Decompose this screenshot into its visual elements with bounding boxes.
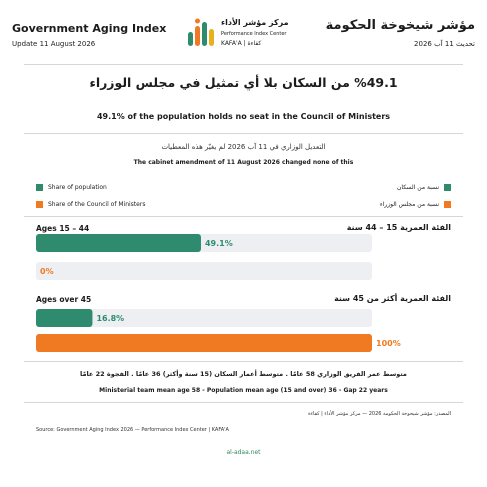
source-ar: المصدر: مؤشر شيخوخة الحكومة 2026 — مركز مؤشر الأداء | كفاءة — [308, 411, 451, 417]
bar-value-label-1-0: 16.8% — [96, 314, 125, 323]
headline-ar: %49.1 من السكان بلا أي تمثيل في مجلس الوزراء — [89, 75, 398, 90]
group-label-en-1: Ages over 45 — [36, 295, 92, 304]
legend-council-ar-label: نسبة من مجلس الوزراء — [379, 201, 439, 208]
header-title-en: Government Aging Index — [12, 22, 167, 35]
header-title-ar: مؤشر شيخوخة الحكومة — [325, 18, 475, 33]
logo-text-ar: مركز مؤشر الأداء — [221, 18, 289, 27]
legend-population-en-label: Share of population — [48, 184, 107, 191]
bar-1-0 — [36, 309, 92, 327]
bar-value-label-1-1: 100% — [376, 339, 401, 348]
bar-value-label-0-0: 49.1% — [204, 239, 233, 248]
header-date-en: Update 11 August 2026 — [12, 40, 96, 48]
divider-source — [24, 402, 463, 403]
group-label-en-0: Ages 15 – 44 — [36, 224, 90, 233]
legend-council-en-label: Share of the Council of Ministers — [48, 201, 146, 208]
group-label-ar-1: الفئة العمرية أكثر من 45 سنة — [334, 294, 451, 303]
headline-en: 49.1% of the population holds no seat in the Council of Ministers — [96, 112, 391, 121]
legend-population-ar-label: نسبة من السكان — [396, 184, 439, 191]
footnote-en: Ministerial team mean age 58 - Population mean age (15 and over) 36 - Gap 22 years — [99, 387, 388, 394]
footnote-ar: متوسط عمر الفريق الوزاري 58 عامًا . متوسط أعمار السكان (15 سنة وأكثر) 36 عامًا . الفجوة 22 عامًا — [80, 370, 407, 378]
bar-1-1 — [36, 334, 372, 352]
bar-0-0 — [36, 234, 201, 252]
group-label-ar-0: الفئة العمرية 15 – 44 سنة — [346, 223, 451, 232]
header-date-ar: تحديث 11 آب 2026 — [414, 40, 475, 48]
subtitle-ar: التعديل الوزاري في 11 آب 2026 لم يغيّر هذه المعطيات — [161, 143, 326, 151]
subtitle-en: The cabinet amendment of 11 August 2026 changed none of this — [133, 159, 354, 166]
bar-value-label-0-1: 0% — [40, 267, 54, 276]
site-link[interactable]: al-adaa.net — [226, 449, 261, 456]
divider-footer — [24, 361, 463, 362]
bar-track-0-1 — [36, 262, 372, 280]
logo-brand: KAFA'A | كفاءة — [221, 40, 262, 47]
logo-text-en: Performance Index Center — [221, 31, 287, 37]
source-en: Source: Government Aging Index 2026 — Performance Index Center | KAFA'A — [36, 427, 229, 433]
